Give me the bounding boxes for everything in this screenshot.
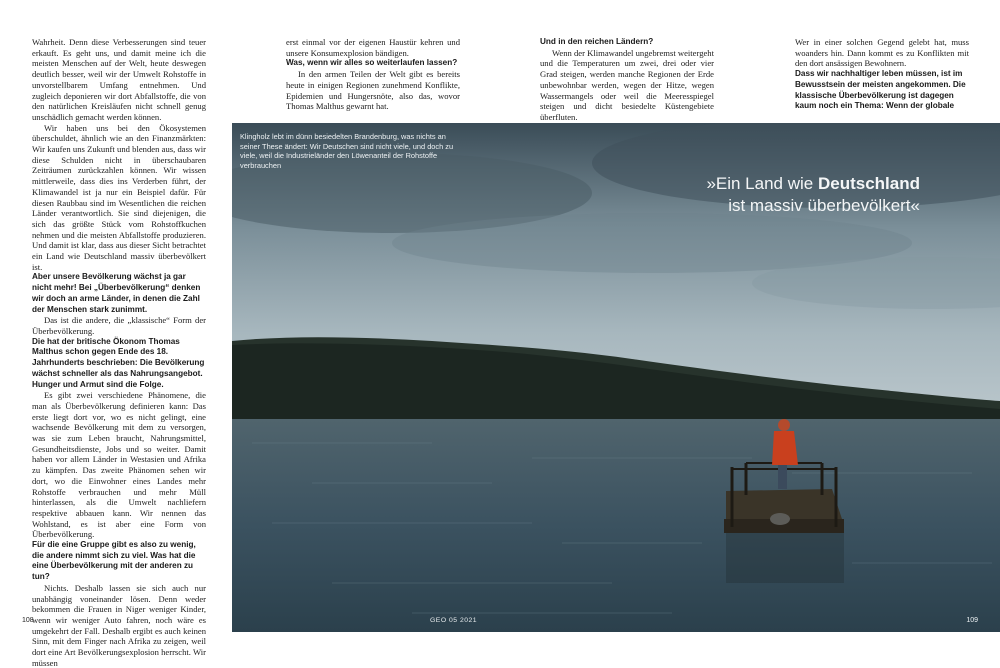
paragraph: Das ist die andere, die „klassische“ Form der Überbevölkerung. [32, 315, 206, 336]
paragraph: Es gibt zwei verschiedene Phänomene, die man als Überbevölkerung definieren kann: Das erste liegt dort vor, wo es nicht gelingt, eine wachsende Bevölkerung mit dem zu versorgen, was sie zum Leben braucht, Nahrungsmittel, Gesundheitsdienste, Jobs und so weiter. Damit haben vor allem Länder in Westasien und Afrika zu kämpfen. Das zweite Phänomen sehen wir dort, wo die Einwohner eines Landes mehr Rohstoffe verbrauchen und mehr Müll hinterlassen, als die Umwelt nachliefern respektive abbauen kann. Wir nennen das Wohlstand, es ist aber eine Form von Überbevölkerung. [32, 390, 206, 540]
pull-quote [706, 173, 920, 217]
pull-quote-line-1 [706, 173, 920, 195]
paragraph: Wir haben uns bei den Ökosystemen überschuldet, ähnlich wie an den Finanzmärkten: Wir kaufen uns Zukunft und blenden aus, dass wir diese Schulden nicht in überschaubaren Zeiträumen zurückzahlen können. Wir wissen mittlerweile, dass dies ins Verderben führt, der Klimawandel ist ja nur ein Beispiel dafür. Für diesen Raubbau sind im Wesentlichen die reichen Länder verantwortlich. Sie sind diejenigen, die sich das größte Stück vom Rohstoffkuchen nehmen und die meisten Abfallstoffe produzieren. Und damit ist klar, dass aus dieser Sicht betrachtet ein Land wie Deutschland massiv überbevölkert ist. [32, 122, 206, 272]
page-number-right: 109 [966, 617, 978, 624]
pull-quote-emphasis: Deutschland [817, 174, 920, 193]
raft-reflection [726, 533, 844, 583]
interview-question: Und in den reichen Ländern? [540, 37, 654, 46]
magazine-issue-label: GEO 05 2021 [430, 617, 478, 624]
text-column-4 [795, 37, 969, 112]
text-column-2 [286, 37, 460, 112]
text-column-3 [540, 37, 714, 123]
pull-quote-text: »Ein Land wie [706, 174, 818, 193]
paragraph: In den armen Teilen der Welt gibt es bereits heute in einigen Regionen zunehmend Konflikte, Epidemien und Hungersnöte, also das, wovor Thomas Malthus gewarnt hat. [286, 69, 460, 112]
text-column-1 [32, 37, 206, 668]
lake-photo [232, 123, 1000, 632]
paragraph: Wer in einer solchen Gegend gelebt hat, muss woanders hin. Dann kommt es zu Konflikten mit den dort ansässigen Bewohnern. [795, 37, 969, 69]
interview-question: Die hat der britische Ökonom Thomas Malthus schon gegen Ende des 18. Jahrhunderts beschrieben: Die Bevölkerung wächst schneller als das Nahrungsangebot. Hunger und Armut sind die Folge. [32, 336, 205, 389]
paragraph: erst einmal vor der eigenen Haustür kehren und unsere Konsumexplosion bändigen. [286, 37, 460, 58]
lake-water [232, 419, 1000, 632]
photo-caption: Klingholz lebt im dünn besiedelten Brandenburg, was nichts an seiner These ändert: Wir Deutschen sind nicht viele, und doch zu viele, weil die Industrieländer den Löwenanteil der Rohstoffe verbrauchen [240, 132, 454, 170]
page-number-left: 108 [22, 617, 34, 624]
interview-question: Was, wenn wir alles so weiterlaufen lassen? [286, 58, 458, 68]
interview-question: Dass wir nachhaltiger leben müssen, ist im Bewusstsein der meisten angekommen. Die klassische Überbevölkerung ist dagegen kaum noch ein Thema: Wenn der globale [795, 69, 966, 111]
paragraph: Wenn der Klimawandel ungebremst weitergeht und die Temperaturen um zwei, drei oder vier Grad steigen, werden manche Regionen der Erde unbewohnbar werden, wegen der Hitze, wegen Wassermangels oder weil die Meeresspiegel steigen und dicht besiedelte Küstengebiete überfluten. [540, 47, 714, 122]
paragraph: Wahrheit. Denn diese Verbesserungen sind teuer erkauft. Es geht uns, und damit meine ich die meisten Menschen auf der Welt, heute deswegen deutlich besser, weil wir der Umwelt Rohstoffe in unvorstellbarem Umfang entnehmen. Und zugleich deponieren wir dort Abfallstoffe, die von den natürlichen Kreisläufen nicht schnell genug unschädlich gemacht werden können. [32, 37, 206, 122]
interview-question: Aber unsere Bevölkerung wächst ja gar nicht mehr! Bei „Überbevölkerung“ denken wir doch an arme Länder, in denen die Zahl der Menschen stark zunimmt. [32, 272, 201, 314]
pull-quote-line-2: ist massiv überbevölkert« [728, 196, 920, 215]
paragraph: Nichts. Deshalb lassen sie sich auch nur unabhängig voneinander lösen. Denn weder bekommen die Frauen in Niger weniger Kinder, wenn wir weniger Auto fahren, noch wäre es umgekehrt der Fall. Deshalb ergibt es auch keinen Sinn, mit dem Finger nach Afrika zu zeigen, weil dort eine Art Bevölkerungsexplosion herrscht. Wir müssen [32, 582, 206, 668]
interview-question: Für die eine Gruppe gibt es also zu wenig, die andere nimmt sich zu viel. Was hat die eine Überbevölkerung mit der anderen zu tun? [32, 540, 196, 582]
